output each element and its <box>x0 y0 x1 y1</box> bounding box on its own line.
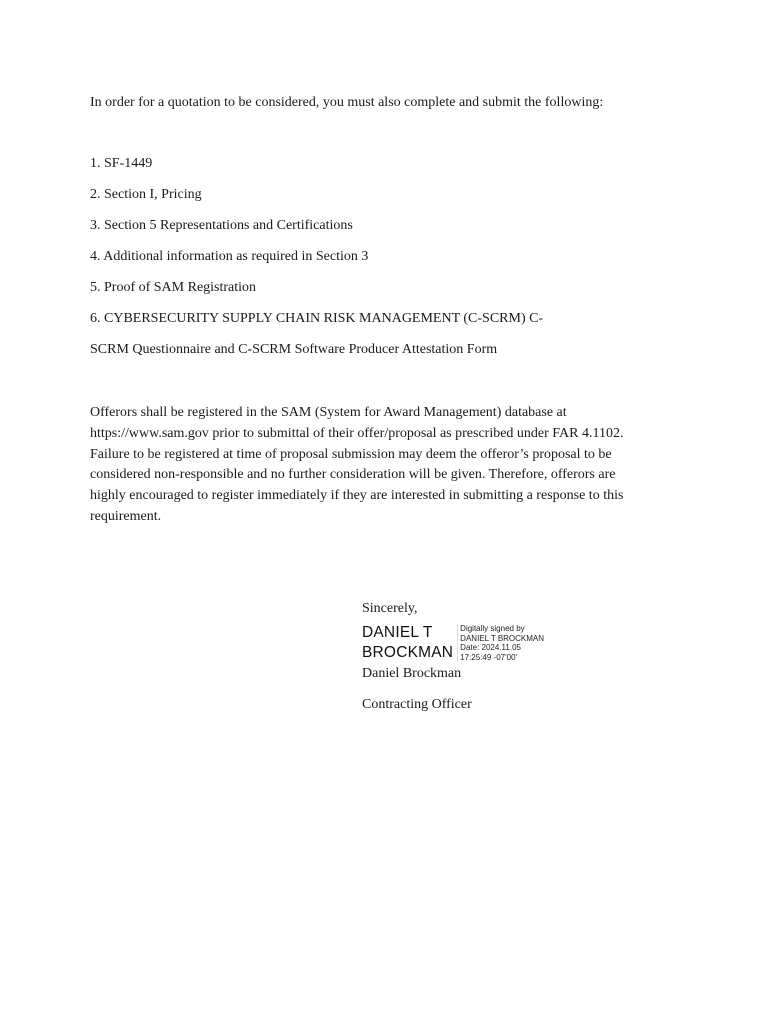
requirement-item: 6. CYBERSECURITY SUPPLY CHAIN RISK MANAGEMENT (C-SCRM) C- <box>90 311 544 326</box>
signature-detail-line: Digitally signed by <box>460 624 525 633</box>
signature-detail-line: 17:25:49 -07'00' <box>460 652 518 662</box>
digital-signature <box>362 623 544 665</box>
paragraph-line: Failure to be registered at time of proposal submission may deem the offeror’s proposal to be <box>90 446 612 462</box>
requirement-item: 3. Section 5 Representations and Certifications <box>90 218 353 233</box>
signer-printed-name: Daniel Brockman <box>362 666 462 681</box>
requirement-item: 1. SF-1449 <box>90 156 153 171</box>
paragraph-line: highly encouraged to register immediately if they are interested in submitting a response to this <box>90 488 624 504</box>
paragraph-line: requirement. <box>90 508 162 524</box>
paragraph-line: https://www.sam.gov prior to submittal of their offer/proposal as prescribed under FAR 4.1102. <box>90 425 624 441</box>
requirement-item: 2. Section I, Pricing <box>90 187 202 202</box>
requirement-item: 4. Additional information as required in Section 3 <box>90 249 369 264</box>
closing-salutation: Sincerely, <box>362 601 418 616</box>
sam-registration-paragraph <box>90 403 680 528</box>
paragraph-line: Offerors shall be registered in the SAM (System for Award Management) database at <box>90 405 567 420</box>
signer-title: Contracting Officer <box>362 697 472 712</box>
signature-detail-line: DANIEL T BROCKMAN <box>460 633 545 643</box>
intro-sentence: In order for a quotation to be considered, you must also complete and submit the following: <box>90 95 604 110</box>
signature-name <box>362 623 453 663</box>
signature-name-line: BROCKMAN <box>362 644 454 661</box>
signature-name-line: DANIEL T <box>362 624 433 641</box>
requirement-item: 5. Proof of SAM Registration <box>90 280 257 295</box>
signoff-block <box>362 600 544 714</box>
requirements-list <box>90 155 543 372</box>
signature-detail-line: Date: 2024.11.05 <box>460 643 521 653</box>
signature-details <box>457 624 544 662</box>
paragraph-line: considered non-responsible and no further consideration will be given. Therefore, offerors are <box>90 467 616 483</box>
requirement-item-continuation: SCRM Questionnaire and C-SCRM Software Producer Attestation Form <box>90 342 498 357</box>
